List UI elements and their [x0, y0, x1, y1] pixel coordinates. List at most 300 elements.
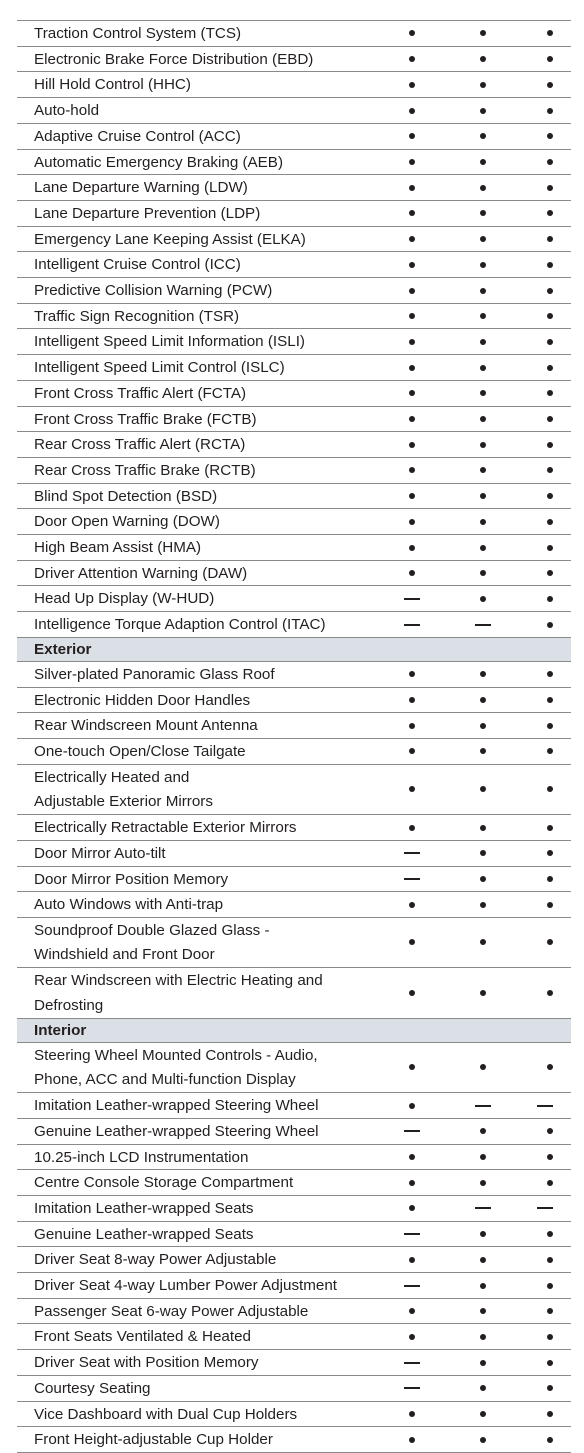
table-row: [17, 560, 571, 586]
standard-dot-icon: [547, 442, 553, 448]
table-row: [17, 355, 571, 381]
standard-dot-icon: [480, 442, 486, 448]
standard-dot-icon: [480, 467, 486, 473]
standard-dot-icon: [409, 185, 415, 191]
availability-cell: [448, 432, 518, 458]
standard-dot-icon: [409, 990, 415, 996]
table-row: [17, 72, 571, 98]
table-row: [17, 661, 571, 687]
availability-cell: [448, 815, 518, 841]
standard-dot-icon: [409, 697, 415, 703]
availability-cell: [448, 1093, 518, 1119]
availability-cell: [448, 560, 518, 586]
availability-cell: [448, 226, 518, 252]
availability-cell: [376, 432, 448, 458]
standard-dot-icon: [409, 108, 415, 114]
availability-cell: [448, 840, 518, 866]
standard-dot-icon: [547, 339, 553, 345]
standard-dot-icon: [480, 1385, 486, 1391]
availability-cell: [376, 278, 448, 304]
feature-name: Imitation Leather-wrapped Seats: [17, 1195, 376, 1221]
availability-cell: [518, 661, 571, 687]
standard-dot-icon: [480, 133, 486, 139]
standard-dot-icon: [547, 236, 553, 242]
availability-cell: [448, 661, 518, 687]
standard-dot-icon: [480, 210, 486, 216]
availability-cell: [448, 1118, 518, 1144]
availability-cell: [376, 21, 448, 47]
standard-dot-icon: [480, 850, 486, 856]
availability-cell: [448, 1350, 518, 1376]
feature-name: 10.25-inch LCD Instrumentation: [17, 1144, 376, 1170]
availability-cell: [376, 840, 448, 866]
standard-dot-icon: [409, 902, 415, 908]
availability-cell: [376, 764, 448, 814]
standard-dot-icon: [409, 390, 415, 396]
availability-cell: [448, 149, 518, 175]
availability-cell: [518, 892, 571, 918]
feature-name: Front Seats Ventilated & Heated: [17, 1324, 376, 1350]
standard-dot-icon: [480, 108, 486, 114]
feature-name: Head Up Display (W-HUD): [17, 586, 376, 612]
feature-name: Automatic Emergency Braking (AEB): [17, 149, 376, 175]
feature-name: Rear Windscreen Mount Antenna: [17, 713, 376, 739]
feature-name: Intelligence Torque Adaption Control (ITAC): [17, 612, 376, 638]
standard-dot-icon: [547, 825, 553, 831]
standard-dot-icon: [409, 570, 415, 576]
not-available-dash-icon: [404, 878, 420, 880]
availability-cell: [518, 1350, 571, 1376]
standard-dot-icon: [409, 313, 415, 319]
standard-dot-icon: [409, 723, 415, 729]
availability-cell: [518, 968, 571, 1018]
availability-cell: [518, 1118, 571, 1144]
availability-cell: [448, 764, 518, 814]
availability-cell: [448, 72, 518, 98]
standard-dot-icon: [409, 1308, 415, 1314]
availability-cell: [448, 355, 518, 381]
table-row: [17, 457, 571, 483]
standard-dot-icon: [547, 697, 553, 703]
standard-dot-icon: [547, 1385, 553, 1391]
availability-cell: [448, 917, 518, 967]
standard-dot-icon: [547, 108, 553, 114]
availability-cell: [376, 586, 448, 612]
standard-dot-icon: [547, 902, 553, 908]
section-header-row: [17, 1018, 571, 1042]
availability-cell: [376, 1298, 448, 1324]
availability-cell: [448, 1401, 518, 1427]
availability-cell: [518, 1401, 571, 1427]
table-row: [17, 968, 571, 1018]
feature-name-line: Adjustable Exterior Mirrors: [34, 792, 213, 810]
table-row: [17, 917, 571, 967]
availability-cell: [376, 1042, 448, 1092]
table-row: [17, 1350, 571, 1376]
availability-cell: [518, 123, 571, 149]
availability-cell: [518, 380, 571, 406]
feature-name: Driver Seat 8-way Power Adjustable: [17, 1247, 376, 1273]
availability-cell: [376, 687, 448, 713]
standard-dot-icon: [547, 1437, 553, 1443]
standard-dot-icon: [409, 30, 415, 36]
availability-cell: [376, 226, 448, 252]
table-row: [17, 1118, 571, 1144]
standard-dot-icon: [480, 1231, 486, 1237]
table-row: [17, 1401, 571, 1427]
standard-dot-icon: [547, 262, 553, 268]
feature-name: Lane Departure Prevention (LDP): [17, 200, 376, 226]
availability-cell: [518, 278, 571, 304]
standard-dot-icon: [409, 519, 415, 525]
availability-cell: [376, 917, 448, 967]
standard-dot-icon: [409, 1205, 415, 1211]
feature-name: Passenger Seat 6-way Power Adjustable: [17, 1298, 376, 1324]
not-available-dash-icon: [404, 1362, 420, 1364]
feature-name: Genuine Leather-wrapped Steering Wheel: [17, 1118, 376, 1144]
availability-cell: [376, 149, 448, 175]
availability-cell: [376, 355, 448, 381]
standard-dot-icon: [547, 390, 553, 396]
standard-dot-icon: [409, 786, 415, 792]
availability-cell: [518, 1195, 571, 1221]
feature-name-line: Defrosting: [34, 996, 104, 1014]
availability-cell: [448, 1221, 518, 1247]
table-row: [17, 713, 571, 739]
standard-dot-icon: [547, 365, 553, 371]
availability-cell: [518, 612, 571, 638]
standard-dot-icon: [547, 723, 553, 729]
availability-cell: [448, 21, 518, 47]
availability-cell: [518, 483, 571, 509]
availability-cell: [448, 892, 518, 918]
standard-dot-icon: [480, 748, 486, 754]
standard-dot-icon: [480, 1334, 486, 1340]
standard-dot-icon: [547, 596, 553, 602]
availability-cell: [448, 278, 518, 304]
standard-dot-icon: [547, 82, 553, 88]
availability-cell: [518, 917, 571, 967]
table-row: [17, 1144, 571, 1170]
availability-cell: [376, 1350, 448, 1376]
standard-dot-icon: [480, 990, 486, 996]
not-available-dash-icon: [404, 1285, 420, 1287]
table-row: [17, 123, 571, 149]
standard-dot-icon: [480, 1128, 486, 1134]
availability-cell: [518, 1298, 571, 1324]
table-row: [17, 303, 571, 329]
feature-name: Driver Seat with Position Memory: [17, 1350, 376, 1376]
availability-cell: [376, 303, 448, 329]
availability-cell: [376, 1221, 448, 1247]
availability-cell: [448, 586, 518, 612]
standard-dot-icon: [547, 939, 553, 945]
availability-cell: [518, 226, 571, 252]
table-row: [17, 226, 571, 252]
availability-cell: [376, 457, 448, 483]
availability-cell: [376, 483, 448, 509]
standard-dot-icon: [409, 493, 415, 499]
availability-cell: [448, 866, 518, 892]
standard-dot-icon: [547, 1334, 553, 1340]
availability-cell: [518, 21, 571, 47]
feature-name: Driver Attention Warning (DAW): [17, 560, 376, 586]
standard-dot-icon: [480, 30, 486, 36]
section-header-row: [17, 637, 571, 661]
availability-cell: [518, 1324, 571, 1350]
not-available-dash-icon: [537, 1207, 553, 1209]
table-row: [17, 380, 571, 406]
standard-dot-icon: [409, 416, 415, 422]
standard-dot-icon: [409, 236, 415, 242]
availability-cell: [518, 866, 571, 892]
availability-cell: [376, 738, 448, 764]
availability-cell: [448, 406, 518, 432]
availability-cell: [376, 866, 448, 892]
standard-dot-icon: [547, 786, 553, 792]
availability-cell: [518, 815, 571, 841]
standard-dot-icon: [480, 1360, 486, 1366]
availability-cell: [448, 329, 518, 355]
availability-cell: [518, 175, 571, 201]
availability-cell: [448, 509, 518, 535]
standard-dot-icon: [547, 467, 553, 473]
standard-dot-icon: [409, 210, 415, 216]
standard-dot-icon: [480, 416, 486, 422]
standard-dot-icon: [547, 850, 553, 856]
availability-cell: [376, 1170, 448, 1196]
feature-name: Door Open Warning (DOW): [17, 509, 376, 535]
standard-dot-icon: [547, 159, 553, 165]
availability-cell: [376, 713, 448, 739]
standard-dot-icon: [547, 416, 553, 422]
feature-name: Rear Cross Traffic Alert (RCTA): [17, 432, 376, 458]
availability-cell: [518, 432, 571, 458]
availability-cell: [518, 840, 571, 866]
availability-cell: [376, 406, 448, 432]
standard-dot-icon: [480, 697, 486, 703]
standard-dot-icon: [547, 1360, 553, 1366]
availability-cell: [448, 1324, 518, 1350]
availability-cell: [518, 46, 571, 72]
feature-name: Imitation Leather-wrapped Steering Wheel: [17, 1093, 376, 1119]
standard-dot-icon: [409, 1180, 415, 1186]
table-row: [17, 840, 571, 866]
feature-name-line: Electrically Heated and: [34, 768, 190, 786]
standard-dot-icon: [480, 339, 486, 345]
standard-dot-icon: [547, 748, 553, 754]
table-row: [17, 866, 571, 892]
standard-dot-icon: [480, 902, 486, 908]
availability-cell: [518, 355, 571, 381]
table-row: [17, 483, 571, 509]
standard-dot-icon: [480, 1437, 486, 1443]
standard-dot-icon: [409, 1064, 415, 1070]
standard-dot-icon: [480, 519, 486, 525]
availability-cell: [518, 1375, 571, 1401]
availability-cell: [376, 1401, 448, 1427]
not-available-dash-icon: [475, 1105, 491, 1107]
standard-dot-icon: [547, 570, 553, 576]
table-row: [17, 586, 571, 612]
table-row: [17, 1298, 571, 1324]
standard-dot-icon: [480, 1411, 486, 1417]
standard-dot-icon: [547, 493, 553, 499]
table-row: [17, 21, 571, 47]
availability-cell: [518, 329, 571, 355]
availability-cell: [448, 968, 518, 1018]
standard-dot-icon: [547, 1064, 553, 1070]
standard-dot-icon: [480, 671, 486, 677]
availability-cell: [376, 509, 448, 535]
standard-dot-icon: [480, 786, 486, 792]
feature-name: Electronic Hidden Door Handles: [17, 687, 376, 713]
standard-dot-icon: [480, 1154, 486, 1160]
feature-name-line: Windshield and Front Door: [34, 946, 215, 964]
spec-table: [17, 20, 571, 1453]
feature-name: Intelligent Speed Limit Information (ISLI): [17, 329, 376, 355]
availability-cell: [376, 1375, 448, 1401]
standard-dot-icon: [480, 1064, 486, 1070]
standard-dot-icon: [547, 876, 553, 882]
availability-cell: [376, 200, 448, 226]
availability-cell: [518, 98, 571, 124]
standard-dot-icon: [480, 56, 486, 62]
standard-dot-icon: [547, 1231, 553, 1237]
availability-cell: [518, 1273, 571, 1299]
standard-dot-icon: [480, 390, 486, 396]
table-row: [17, 1247, 571, 1273]
availability-cell: [376, 1093, 448, 1119]
availability-cell: [518, 457, 571, 483]
availability-cell: [448, 200, 518, 226]
availability-cell: [448, 98, 518, 124]
standard-dot-icon: [409, 545, 415, 551]
not-available-dash-icon: [404, 1387, 420, 1389]
standard-dot-icon: [547, 133, 553, 139]
availability-cell: [376, 1144, 448, 1170]
availability-cell: [518, 1170, 571, 1196]
feature-name: Centre Console Storage Compartment: [17, 1170, 376, 1196]
table-row: [17, 1427, 571, 1453]
availability-cell: [518, 1144, 571, 1170]
availability-cell: [448, 1273, 518, 1299]
standard-dot-icon: [480, 570, 486, 576]
standard-dot-icon: [547, 545, 553, 551]
availability-cell: [376, 1247, 448, 1273]
feature-name: [17, 968, 376, 1018]
availability-cell: [518, 1427, 571, 1453]
standard-dot-icon: [480, 1180, 486, 1186]
table-row: [17, 815, 571, 841]
standard-dot-icon: [480, 876, 486, 882]
availability-cell: [376, 1118, 448, 1144]
standard-dot-icon: [547, 1411, 553, 1417]
table-row: [17, 1195, 571, 1221]
availability-cell: [448, 687, 518, 713]
feature-name: Courtesy Seating: [17, 1375, 376, 1401]
feature-name: Front Cross Traffic Alert (FCTA): [17, 380, 376, 406]
standard-dot-icon: [409, 365, 415, 371]
feature-name: Vice Dashboard with Dual Cup Holders: [17, 1401, 376, 1427]
spec-table-body: [17, 21, 571, 1453]
availability-cell: [376, 612, 448, 638]
section-heading: Exterior: [17, 637, 571, 661]
standard-dot-icon: [480, 262, 486, 268]
standard-dot-icon: [547, 1154, 553, 1160]
feature-name: Front Height-adjustable Cup Holder: [17, 1427, 376, 1453]
not-available-dash-icon: [537, 1105, 553, 1107]
standard-dot-icon: [409, 748, 415, 754]
standard-dot-icon: [547, 56, 553, 62]
feature-name: Auto Windows with Anti-trap: [17, 892, 376, 918]
standard-dot-icon: [480, 723, 486, 729]
standard-dot-icon: [409, 133, 415, 139]
standard-dot-icon: [547, 185, 553, 191]
feature-name: Genuine Leather-wrapped Seats: [17, 1221, 376, 1247]
feature-name-line: Soundproof Double Glazed Glass -: [34, 921, 270, 939]
feature-name: Auto-hold: [17, 98, 376, 124]
availability-cell: [518, 687, 571, 713]
standard-dot-icon: [547, 519, 553, 525]
availability-cell: [448, 303, 518, 329]
table-row: [17, 1170, 571, 1196]
availability-cell: [518, 713, 571, 739]
availability-cell: [376, 380, 448, 406]
standard-dot-icon: [480, 313, 486, 319]
table-row: [17, 406, 571, 432]
availability-cell: [448, 1144, 518, 1170]
not-available-dash-icon: [404, 852, 420, 854]
availability-cell: [518, 303, 571, 329]
not-available-dash-icon: [404, 598, 420, 600]
standard-dot-icon: [409, 467, 415, 473]
standard-dot-icon: [547, 1308, 553, 1314]
standard-dot-icon: [547, 622, 553, 628]
table-row: [17, 200, 571, 226]
availability-cell: [518, 200, 571, 226]
not-available-dash-icon: [475, 1207, 491, 1209]
availability-cell: [376, 72, 448, 98]
availability-cell: [376, 1273, 448, 1299]
table-row: [17, 252, 571, 278]
availability-cell: [448, 738, 518, 764]
availability-cell: [448, 1298, 518, 1324]
availability-cell: [448, 457, 518, 483]
standard-dot-icon: [547, 1128, 553, 1134]
availability-cell: [448, 123, 518, 149]
availability-cell: [376, 560, 448, 586]
table-row: [17, 1221, 571, 1247]
feature-name: Front Cross Traffic Brake (FCTB): [17, 406, 376, 432]
feature-name: Emergency Lane Keeping Assist (ELKA): [17, 226, 376, 252]
feature-name: Driver Seat 4-way Lumber Power Adjustment: [17, 1273, 376, 1299]
feature-name: Adaptive Cruise Control (ACC): [17, 123, 376, 149]
table-row: [17, 509, 571, 535]
table-row: [17, 612, 571, 638]
standard-dot-icon: [480, 159, 486, 165]
standard-dot-icon: [547, 1257, 553, 1263]
availability-cell: [448, 1375, 518, 1401]
feature-name: Traction Control System (TCS): [17, 21, 376, 47]
availability-cell: [518, 72, 571, 98]
feature-name: Door Mirror Position Memory: [17, 866, 376, 892]
standard-dot-icon: [409, 262, 415, 268]
availability-cell: [376, 535, 448, 561]
feature-name: Electronic Brake Force Distribution (EBD): [17, 46, 376, 72]
standard-dot-icon: [480, 1283, 486, 1289]
standard-dot-icon: [547, 671, 553, 677]
